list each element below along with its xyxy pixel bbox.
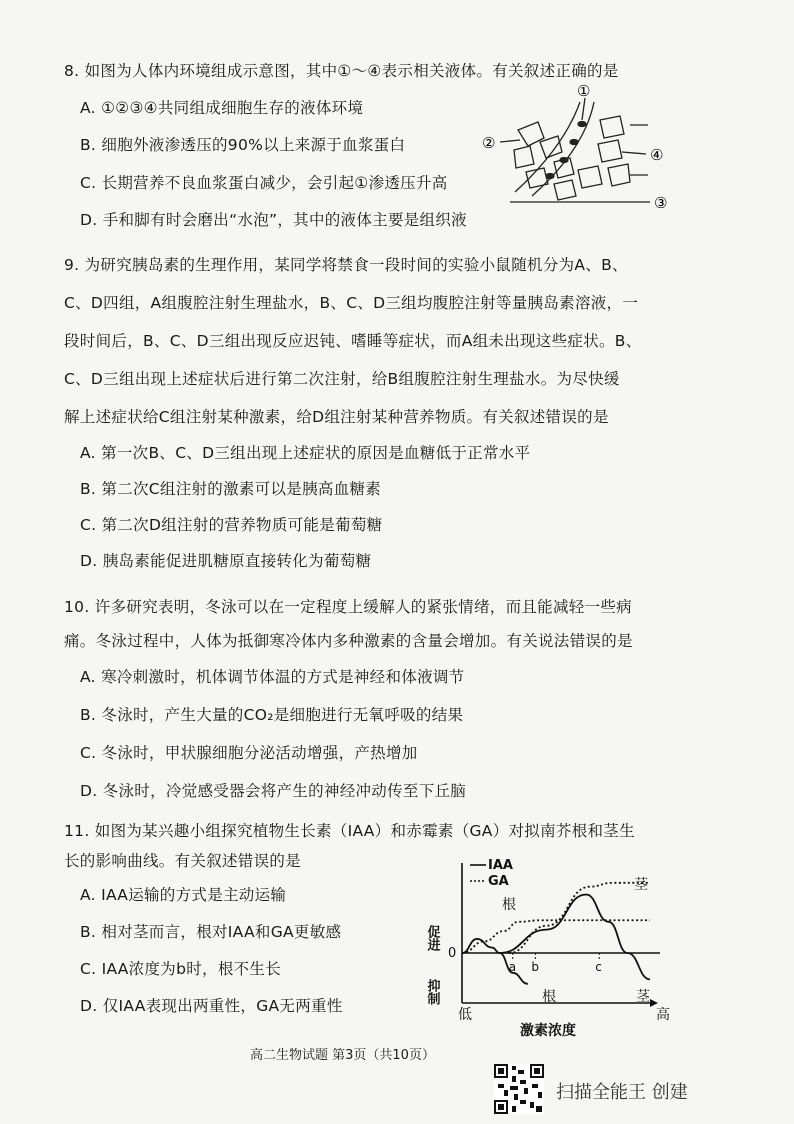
q11-option-a: A. IAA运输的方式是主动运输 (80, 886, 287, 904)
page-footer: 高二生物试题 第3页（共10页） (250, 1048, 435, 1063)
q9-option-d: D. 胰岛素能促进肌糖原直接转化为葡萄糖 (80, 552, 372, 570)
q9-stem-line-5: 解上述症状给C组注射某种激素，给D组注射某种营养物质。有关叙述错误的是 (64, 408, 609, 426)
q10-stem-line-1: 10. 许多研究表明，冬泳可以在一定程度上缓解人的紧张情绪，而且能减轻一些病 (64, 598, 632, 616)
chart-series (462, 883, 650, 984)
x-label-high: 高 (656, 1007, 670, 1023)
q11-stem-line-1: 11. 如图为某兴趣小组探究植物生长素（IAA）和赤霉素（GA）对拟南芥根和茎生 (64, 822, 635, 840)
y-label-inhibit: 抑制 (424, 979, 440, 1005)
q9-option-a: A. 第一次B、C、D三组出现上述症状的原因是血糖低于正常水平 (80, 444, 531, 462)
q10-stem-line-2: 痛。冬泳过程中，人体为抵御寒冷体内多种激素的含量会增加。有关说法错误的是 (64, 632, 633, 650)
qr-code-icon (494, 1064, 544, 1114)
q9-stem-line-3: 段时间后，B、C、D三组出现反应迟钝、嗜睡等症状，而A组未出现这些症状。B、 (64, 332, 642, 350)
q8-label-1: ① (577, 82, 591, 100)
x-tick-label-b: b (531, 960, 539, 974)
scanner-watermark: 扫描全能王 创建 (556, 1082, 688, 1103)
origin-label: 0 (448, 946, 457, 961)
x-tick-label-a: a (508, 960, 517, 974)
curve-label-root-bottom: 根 (542, 989, 556, 1005)
q8-option-d: D. 手和脚有时会磨出“水泡”，其中的液体主要是组织液 (80, 211, 467, 229)
q11-stem-line-2: 长的影响曲线。有关叙述错误的是 (64, 852, 302, 870)
x-label-low: 低 (458, 1007, 472, 1023)
q11-option-b: B. 相对茎而言，根对IAA和GA更敏感 (80, 923, 342, 941)
q9-stem-line-1: 9. 为研究胰岛素的生理作用，某同学将禁食一段时间的实验小鼠随机分为A、B、 (64, 256, 628, 274)
q9-stem-line-2: C、D四组，A组腹腔注射生理盐水，B、C、D三组均腹腔注射等量胰岛素溶液，一 (64, 294, 639, 312)
q8-label-4: ④ (650, 146, 664, 164)
curve-label-stem-top: 茎 (634, 877, 648, 893)
x-axis-title: 激素浓度 (520, 1023, 576, 1039)
x-axis-arrow (650, 999, 658, 1007)
q10-option-a: A. 寒冷刺激时，机体调节体温的方式是神经和体液调节 (80, 668, 465, 686)
q11-option-d: D. 仅IAA表现出两重性，GA无两重性 (80, 997, 343, 1015)
y-label-promote: 促进 (424, 925, 440, 951)
q8-option-c: C. 长期营养不良血浆蛋白减少，会引起①渗透压升高 (80, 174, 448, 192)
q10-option-b: B. 冬泳时，产生大量的CO₂是细胞进行无氧呼吸的结果 (80, 706, 464, 724)
q10-option-c: C. 冬泳时，甲状腺细胞分泌活动增强，产热增加 (80, 744, 418, 762)
q8-option-b: B. 细胞外液渗透压的90%以上来源于血浆蛋白 (80, 136, 406, 154)
q8-option-a: A. ①②③④共同组成细胞生存的液体环境 (80, 99, 364, 117)
q8-stem: 8. 如图为人体内环境组成示意图，其中①～④表示相关液体。有关叙述正确的是 (64, 62, 619, 80)
legend-label-ga: GA (488, 874, 509, 889)
q9-stem-line-4: C、D三组出现上述症状后进行第二次注射，给B组腹腔注射生理盐水。为尽快缓 (64, 370, 620, 388)
q10-option-d: D. 冬泳时，冷觉感受器会将产生的神经冲动传至下丘脑 (80, 782, 467, 800)
q9-option-c: C. 第二次D组注射的营养物质可能是葡萄糖 (80, 516, 383, 534)
legend-label-iaa: IAA (488, 858, 513, 873)
series-iaa-stem (500, 895, 650, 980)
q8-label-3: ③ (654, 194, 668, 212)
q11-hormone-chart (420, 855, 680, 1045)
curve-label-stem-bottom: 茎 (636, 989, 650, 1005)
q9-option-b: B. 第二次C组注射的激素可以是胰高血糖素 (80, 480, 382, 498)
q8-label-2: ② (482, 134, 496, 152)
q11-option-c: C. IAA浓度为b时，根不生长 (80, 960, 282, 978)
x-tick-label-c: c (595, 960, 602, 974)
series-ga-stem (509, 883, 650, 953)
q8-tissue-diagram (470, 80, 680, 215)
curve-label-root-top: 根 (502, 897, 516, 913)
